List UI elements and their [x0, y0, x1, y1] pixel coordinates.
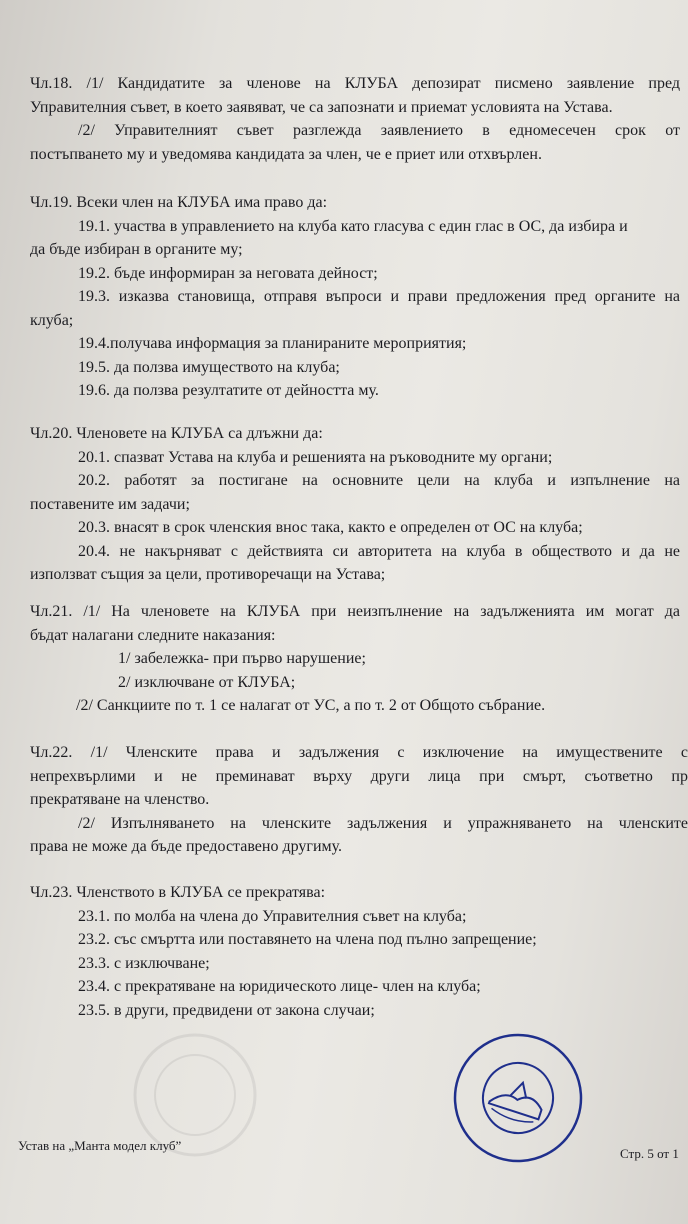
article-line: Чл.18. /1/ Кандидатите за членове на КЛУБА депозират писмено заявление пред — [30, 75, 680, 92]
article-line: 20.1. спазват Устава на клуба и решенията на ръководните му органи; — [78, 448, 553, 466]
article-line: 1/ забележка- при първо нарушение; — [118, 650, 366, 667]
footer-document-title: Устав на „Манта модел клуб” — [18, 1138, 182, 1153]
organization-stamp-icon — [452, 1032, 584, 1164]
footer-page-number: Стр. 5 от 1 — [620, 1146, 679, 1161]
article-line: постъпването му и уведомява кандидата за член, че е приет или отхвърлен. — [30, 145, 542, 163]
article-20 — [30, 422, 688, 587]
article-line: Чл.20. Членовете на КЛУБА са длъжни да: — [30, 425, 323, 442]
article-line: непрехвърлими и не преминават върху други лица при смърт, съответно пр — [30, 767, 688, 785]
article-line: 23.5. в други, предвидени от закона случаи; — [78, 1001, 375, 1019]
article-line: права не може да бъде предоставено другиму. — [30, 838, 343, 855]
article-line: 2/ изключване от КЛУБА; — [118, 673, 296, 691]
article-line: 19.4.получава информация за планираните мероприятия; — [78, 335, 467, 352]
article-line: Чл.23. Членството в КЛУБА се прекратява: — [30, 884, 326, 901]
article-line: прекратяване на членство. — [30, 791, 210, 808]
article-line: /2/ Санкциите по т. 1 се налагат от УС, а по т. 2 от Общото събрание. — [76, 697, 546, 714]
article-line: 23.4. с прекратяване на юридическото лице- член на клуба; — [78, 978, 481, 995]
article-line: използват същия за цели, противоречащи на Устава; — [30, 566, 386, 583]
article-line: 23.2. със смъртта или поставянето на члена под пълно запрещение; — [78, 931, 537, 948]
article-line: /2/ Управителният съвет разглежда заявлението в едномесечен срок от — [78, 122, 680, 139]
article-line: 23.3. с изключване; — [78, 954, 210, 972]
article-23 — [30, 881, 688, 1022]
article-18 — [30, 72, 688, 166]
article-line: 19.5. да ползва имуществото на клуба; — [78, 358, 340, 376]
article-line: 20.4. не накърняват с действията си авторитета на клуба в обществото и да не — [78, 542, 680, 560]
article-line: 19.2. бъде информиран за неговата дейност; — [78, 264, 378, 282]
article-line: Чл.19. Всеки член на КЛУБА има право да: — [30, 194, 328, 211]
article-line: поставените им задачи; — [30, 495, 190, 513]
article-line: Чл.21. /1/ На членовете на КЛУБА при неизпълнение на задълженията им могат да — [30, 603, 680, 620]
article-line: клуба; — [30, 311, 74, 329]
article-21 — [30, 600, 688, 718]
article-line: 20.3. внасят в срок членския внос така, както е определен от ОС на клуба; — [78, 519, 583, 536]
article-22 — [30, 741, 688, 859]
article-line: бъдат налагани следните наказания: — [30, 626, 276, 644]
article-line: 20.2. работят за постигане на основните цели на клуба и изпълнение на — [78, 472, 680, 489]
article-line: 23.1. по молба на члена до Управителния съвет на клуба; — [78, 907, 467, 925]
article-line: Чл.22. /1/ Членските права и задължения с изключение на имуществените с — [30, 744, 688, 761]
article-line: /2/ Изпълняването на членските задължения и упражняването на членските — [78, 814, 688, 832]
article-19 — [30, 191, 688, 403]
article-line: Управителния съвет, в което заявяват, че са запознати и приемат условията на Устава. — [30, 98, 613, 116]
article-line: 19.1. участва в управлението на клуба като гласува с един глас в ОС, да избира и — [78, 217, 628, 235]
article-line: да бъде избиран в органите му; — [30, 241, 243, 258]
article-line: 19.3. изказва становища, отправя въпроси и прави предложения пред органите на — [78, 288, 680, 305]
article-line: 19.6. да ползва резултатите от дейността му. — [78, 382, 379, 399]
